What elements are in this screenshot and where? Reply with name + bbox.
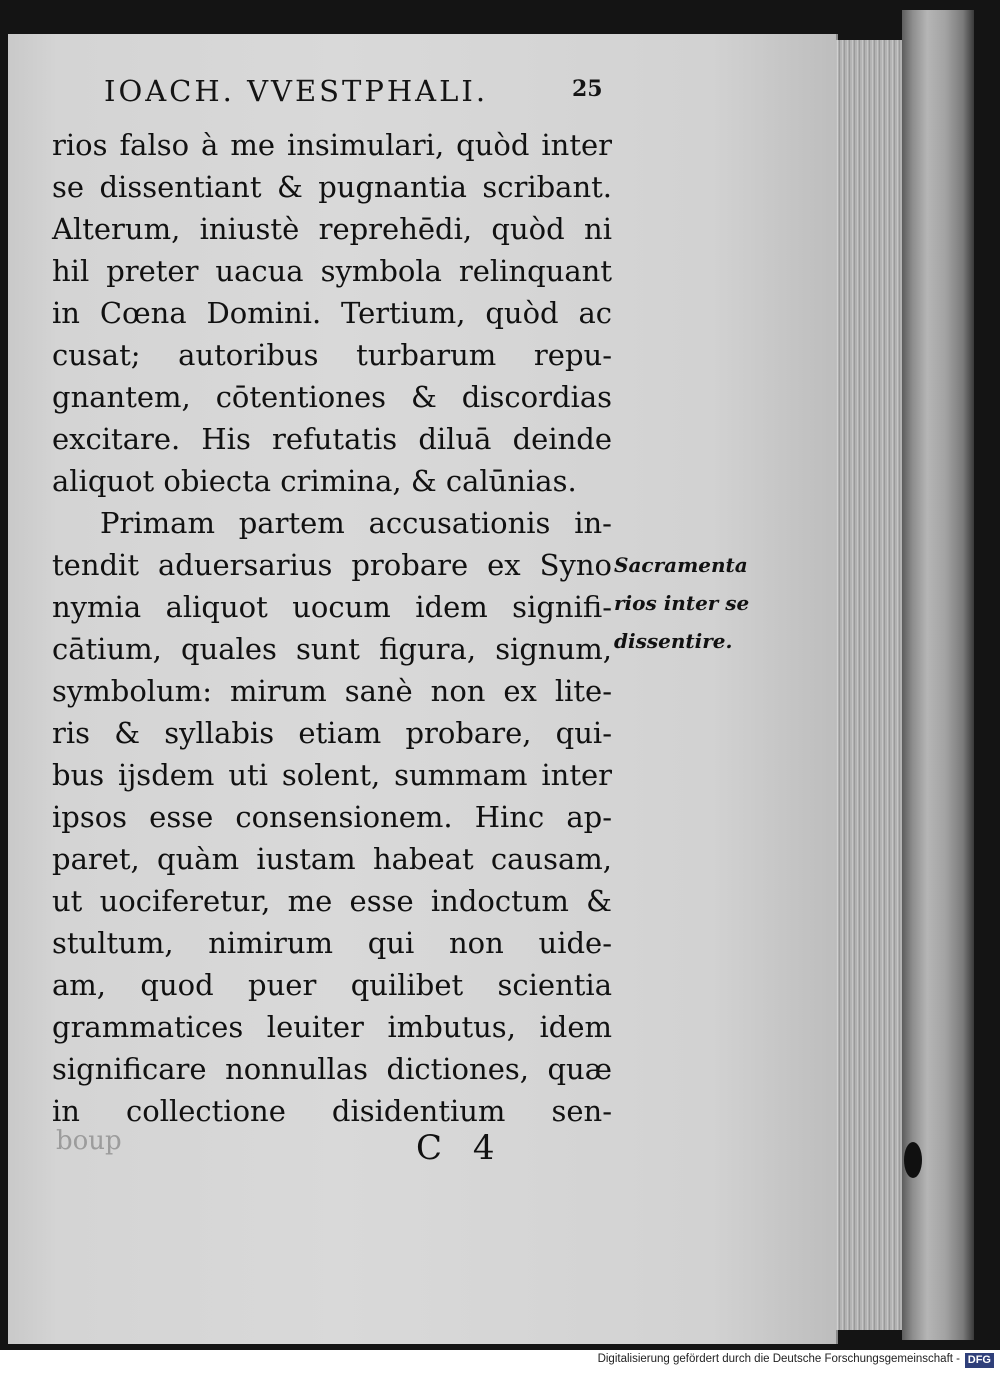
binding-hole: [904, 1142, 922, 1178]
text-line: rios falso à me insimulari, quòd inter: [52, 128, 612, 162]
dfg-logo: DFG: [965, 1353, 994, 1368]
text-line: symbolum: mirum sanè non ex lite-: [52, 674, 612, 708]
text-line: grammatices leuiter imbutus, idem: [52, 1010, 612, 1044]
text-line: in collectione disidentium sen-: [52, 1094, 612, 1128]
text-line: tendit aduersarius probare ex Syno: [52, 548, 612, 582]
text-line: significare nonnullas dictiones, quæ: [52, 1052, 612, 1086]
text-line: paret, quàm iustam habeat causam,: [52, 842, 612, 876]
text-line: in Cœna Domini. Tertium, quòd ac: [52, 296, 612, 330]
text-line: am, quod puer quilibet scientia: [52, 968, 612, 1002]
text-line: aliquot obiecta crimina, & calūnias.: [52, 464, 577, 498]
faint-catchword: boup: [56, 1126, 122, 1156]
text-line: cātium, quales sunt figura, signum,: [52, 632, 612, 666]
page-edges: [836, 40, 902, 1330]
text-line: gnantem, cōtentiones & discordias: [52, 380, 612, 414]
text-line: ipsos esse consensionem. Hinc ap-: [52, 800, 612, 834]
text-line: ris & syllabis etiam probare, qui-: [52, 716, 612, 750]
text-line: cusat; autoribus turbarum repu-: [52, 338, 612, 372]
text-line: Primam partem accusationis in-: [100, 506, 612, 540]
text-line: Alterum, iniustè reprehēdi, quòd ni: [52, 212, 612, 246]
marginal-note-line: rios inter se: [614, 591, 750, 615]
marginal-note: [614, 546, 749, 660]
funding-credit: Digitalisierung gefördert durch die Deutsche Forschungsgemeinschaft -: [597, 1353, 960, 1365]
book-cover-board: [902, 10, 974, 1340]
signature-mark: C 4: [416, 1128, 505, 1168]
footer-bar: [0, 1350, 1000, 1373]
text-line: stultum, nimirum qui non uide-: [52, 926, 612, 960]
marginal-note-line: dissentire.: [614, 629, 733, 653]
body-text: [52, 124, 612, 1132]
text-line: bus ijsdem uti solent, summam inter: [52, 758, 612, 792]
page-number: 25: [572, 76, 603, 102]
text-line: excitare. His refutatis diluā deinde: [52, 422, 612, 456]
running-head: IOACH. VVESTPHALI.: [104, 74, 489, 108]
text-line: ut uociferetur, me esse indoctum &: [52, 884, 612, 918]
text-line: nymia aliquot uocum idem signifi-: [52, 590, 612, 624]
text-line: se dissentiant & pugnantia scribant.: [52, 170, 612, 204]
text-line: hil preter uacua symbola relinquant: [52, 254, 612, 288]
marginal-note-line: Sacramenta: [614, 553, 748, 577]
